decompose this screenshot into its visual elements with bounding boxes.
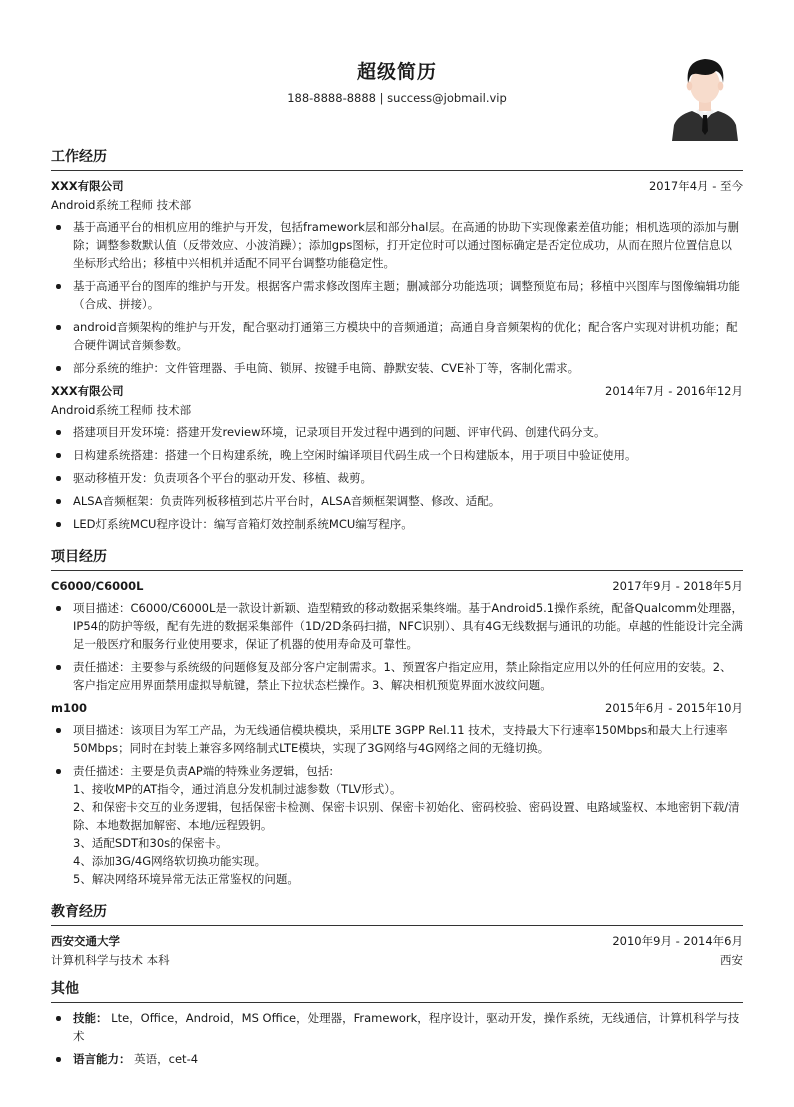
other-section-title: 其他	[51, 980, 743, 1003]
language-label: 语言能力：	[73, 1052, 131, 1066]
company-name: XXX有限公司	[51, 384, 124, 398]
project-name: C6000/C6000L	[51, 579, 144, 593]
work-bullets	[51, 423, 743, 533]
resume-name: 超级简历	[356, 61, 437, 83]
skills-text: Lte，Office，Android，MS Office，处理器，Framework，程序设计，驱动开发，操作系统，无线通信，计算机科学与技术	[73, 1011, 740, 1043]
list-item	[51, 1050, 743, 1068]
major: 计算机科学与技术 本科	[51, 953, 170, 967]
bullet-line: 责任描述：主要是负责AP端的特殊业务逻辑，包括:	[73, 764, 334, 778]
bullet-line: 4、添加3G/4G网络软切换功能实现。	[73, 854, 267, 868]
school-name: 西安交通大学	[51, 934, 120, 948]
work-bullets	[51, 218, 743, 377]
bullet-line: 3、适配SDT和30s的保密卡。	[73, 836, 228, 850]
bullet-line: 1、接收MP的AT指令，通过消息分发机制过滤参数（TLV形式）。	[73, 782, 402, 796]
list-item	[51, 658, 743, 694]
list-item: 搭建项目开发环境：搭建开发review环境，记录项目开发过程中遇到的问题、评审代码、创建代码分支。	[51, 423, 743, 441]
list-item	[51, 599, 743, 653]
project-entry	[51, 577, 743, 694]
skills-label: 技能：	[73, 1011, 108, 1025]
list-item: 基于高通平台的相机应用的维护与开发，包括framework层和部分hal层。在高通的协助下实现像素差值功能；相机选项的添加与删除；调整参数默认值（反带效应、小波消躁）；添加gps图标，打开定位时可以通过图标确定是否定位成功，从而在照片位置信息以坐标形式给出；移植中兴相机并适配不同平台调整功能稳定性。	[51, 218, 743, 272]
list-item	[51, 1009, 743, 1045]
project-name: m100	[51, 701, 87, 715]
list-item: 日构建系统搭建：搭建一个日构建系统，晚上空闲时编译项目代码生成一个日构建版本，用于项目中验证使用。	[51, 446, 743, 464]
list-item: 部分系统的维护：文件管理器、手电筒、锁屏、按键手电筒、静默安装、CVE补丁等，客制化需求。	[51, 359, 743, 377]
list-item: android音频架构的维护与开发，配合驱动打通第三方模块中的音频通道；高通自身音频架构的优化；配合客户实现对讲机功能；配合硬件调试音频参数。	[51, 318, 743, 354]
location: 西安	[720, 953, 743, 967]
project-entry	[51, 699, 743, 888]
avatar	[670, 55, 740, 141]
project-date: 2015年6月 - 2015年10月	[605, 701, 743, 715]
work-entry	[51, 382, 743, 533]
bullet-line: 责任描述：主要参与系统级的问题修复及部分客户定制需求。1、预置客户指定应用，禁止除指定应用以外的任何应用的安装。2、客户指定应用界面禁用虚拟导航键，禁止下拉状态栏操作。3、解决相机预览界面水波纹问题。	[73, 660, 732, 692]
bullet-line: 5、解决网络环境异常无法正常鉴权的问题。	[73, 872, 299, 886]
resume-content	[51, 148, 743, 1073]
work-entry	[51, 177, 743, 377]
education-date: 2010年9月 - 2014年6月	[612, 934, 743, 948]
list-item	[51, 762, 743, 888]
list-item: 基于高通平台的图库的维护与开发。根据客户需求修改图库主题；删减部分功能选项；调整预览布局；移植中兴图库与图像编辑功能（合成、拼接）。	[51, 277, 743, 313]
other-section	[51, 980, 743, 1068]
company-name: XXX有限公司	[51, 179, 124, 193]
bullet-line: 项目描述：该项目为军工产品，为无线通信模块模块，采用LTE 3GPP Rel.11 技术，支持最大下行速率150Mbps和最大上行速率50Mbps；同时在封装上兼容多网络制式LTE模块，实现了3G网络与4G网络之间的无缝切换。	[73, 723, 728, 755]
list-item: ALSA音频框架：负责阵列板移植到芯片平台时，ALSA音频框架调整、修改、适配。	[51, 492, 743, 510]
project-experience-section	[51, 548, 743, 888]
bullet-line: 项目描述：C6000/C6000L是一款设计新颖、造型精致的移动数据采集终端。基于Android5.1操作系统，配备Qualcomm处理器，IP54的防护等级，配有先进的数据采集部件（1D/2D条码扫描，NFC识别）、具有4G无线数据与通讯的功能。卓越的性能设计完全满足一般医疗和服务行业使用要求，保证了机器的使用寿命及可靠性。	[73, 601, 743, 651]
education-section	[51, 903, 743, 970]
education-section-title: 教育经历	[51, 903, 743, 926]
project-section-title: 项目经历	[51, 548, 743, 571]
job-role: Android系统工程师 技术部	[51, 403, 192, 417]
contact-info: 188-8888-8888 | success@jobmail.vip	[287, 91, 507, 105]
work-date: 2017年4月 - 至今	[648, 179, 743, 193]
work-experience-section	[51, 148, 743, 533]
list-item	[51, 721, 743, 757]
work-section-title: 工作经历	[51, 148, 743, 171]
project-bullets	[51, 721, 743, 888]
bullet-line: 2、和保密卡交互的业务逻辑，包括保密卡检测、保密卡识别、保密卡初始化、密码校验、密码设置、电路域鉴权、本地密钥下载/清除、本地数据加解密、本地/远程毁钥。	[73, 800, 740, 832]
list-item: LED灯系统MCU程序设计：编写音箱灯效控制系统MCU编写程序。	[51, 515, 743, 533]
other-bullets	[51, 1009, 743, 1068]
project-bullets	[51, 599, 743, 694]
work-date: 2014年7月 - 2016年12月	[605, 384, 743, 398]
list-item: 驱动移植开发：负责项各个平台的驱动开发、移植、裁剪。	[51, 469, 743, 487]
project-date: 2017年9月 - 2018年5月	[612, 579, 743, 593]
language-text: 英语，cet-4	[134, 1052, 199, 1066]
job-role: Android系统工程师 技术部	[51, 198, 192, 212]
